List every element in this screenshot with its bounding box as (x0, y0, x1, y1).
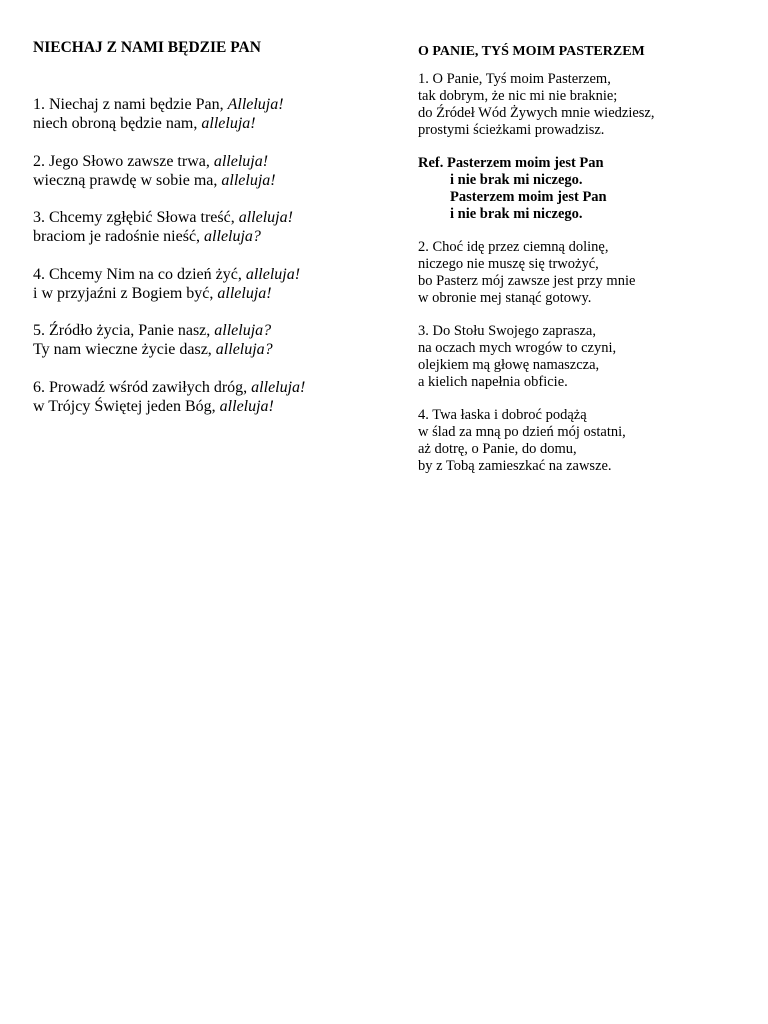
verse-text: 1. Niechaj z nami będzie Pan, (33, 96, 228, 113)
stanza-line: w obronie mej stanąć gotowy. (418, 290, 592, 306)
verse-line (33, 378, 305, 397)
alleluja: alleluja! (217, 285, 272, 302)
alleluja: alleluja? (204, 228, 261, 245)
stanza-line: bo Pasterz mój zawsze jest przy mnie (418, 273, 636, 289)
verse-6 (33, 378, 305, 416)
verse-4 (33, 265, 300, 303)
stanza-3 (418, 323, 616, 391)
verse-line (33, 397, 305, 416)
verse-2 (33, 152, 276, 190)
verse-5 (33, 321, 273, 359)
alleluja: alleluja! (238, 209, 293, 226)
stanza-1 (418, 71, 655, 139)
verse-line (33, 152, 276, 171)
alleluja: alleluja! (201, 115, 256, 132)
stanza-line: niczego nie muszę się trwożyć, (418, 256, 599, 272)
verse-text: i w przyjaźni z Bogiem być, (33, 285, 218, 302)
stanza-line: a kielich napełnia obficie. (418, 374, 568, 390)
stanza-line: prostymi ścieżkami prowadzisz. (418, 122, 605, 138)
refrain-line: i nie brak mi niczego. (450, 206, 583, 222)
alleluja: alleluja! (245, 266, 301, 283)
alleluja: alleluja! (213, 153, 269, 170)
verse-text: 5. Źródło życia, Panie nasz, (33, 322, 215, 339)
verse-line (33, 265, 300, 284)
verse-line (33, 340, 273, 359)
verse-1 (33, 95, 284, 133)
stanza-line: by z Tobą zamieszkać na zawsze. (418, 458, 612, 474)
stanza-4 (418, 407, 626, 475)
alleluja: alleluja! (219, 398, 274, 415)
alleluja: alleluja? (215, 341, 273, 358)
stanza-line: olejkiem mą głowę namaszcza, (418, 357, 600, 373)
stanza-line: w ślad za mną po dzień mój ostatni, (418, 424, 626, 440)
stanza-line: 1. O Panie, Tyś moim Pasterzem, (418, 71, 611, 87)
song-title-right: O PANIE, TYŚ MOIM PASTERZEM (418, 44, 645, 59)
alleluja: alleluja? (214, 322, 272, 339)
verse-line (33, 114, 284, 133)
verse-text: niech obroną będzie nam, (33, 115, 202, 132)
verse-line (33, 227, 293, 246)
stanza-line: aż dotrę, o Panie, do domu, (418, 441, 577, 457)
verse-line (33, 95, 284, 114)
verse-text: 6. Prowadź wśród zawiłych dróg, (33, 379, 252, 396)
stanza-2 (418, 239, 635, 307)
verse-text: 3. Chcemy zgłębić Słowa treść, (33, 209, 239, 226)
verse-line (33, 321, 273, 340)
stanza-line: do Źródeł Wód Żywych mnie wiedziesz, (418, 105, 655, 121)
refrain (418, 155, 607, 223)
alleluja: alleluja! (221, 172, 276, 189)
verse-text: Ty nam wieczne życie dasz, (33, 341, 216, 358)
stanza-line: na oczach mych wrogów to czyni, (418, 340, 617, 356)
refrain-line: Pasterzem moim jest Pan (450, 189, 607, 205)
refrain-line: i nie brak mi niczego. (450, 172, 583, 188)
stanza-line: 3. Do Stołu Swojego zaprasza, (418, 323, 596, 339)
verse-text: wieczną prawdę w sobie ma, (33, 172, 222, 189)
verse-3 (33, 208, 293, 246)
stanza-line: tak dobrym, że nic mi nie braknie; (418, 88, 618, 104)
stanza-line: 4. Twa łaska i dobroć podążą (418, 407, 587, 423)
refrain-line: Ref. Pasterzem moim jest Pan (418, 155, 604, 171)
verse-line (33, 171, 276, 190)
stanza-line: 2. Choć idę przez ciemną dolinę, (418, 239, 609, 255)
verse-text: w Trójcy Świętej jeden Bóg, (33, 398, 220, 415)
verse-text: 4. Chcemy Nim na co dzień żyć, (33, 266, 246, 283)
alleluja: Alleluja! (227, 96, 284, 113)
verse-text: braciom je radośnie nieść, (33, 228, 205, 245)
verse-text: 2. Jego Słowo zawsze trwa, (33, 153, 214, 170)
song-title-left: NIECHAJ Z NAMI BĘDZIE PAN (33, 39, 261, 56)
verse-line (33, 208, 293, 227)
verse-line (33, 284, 300, 303)
alleluja: alleluja! (251, 379, 306, 396)
